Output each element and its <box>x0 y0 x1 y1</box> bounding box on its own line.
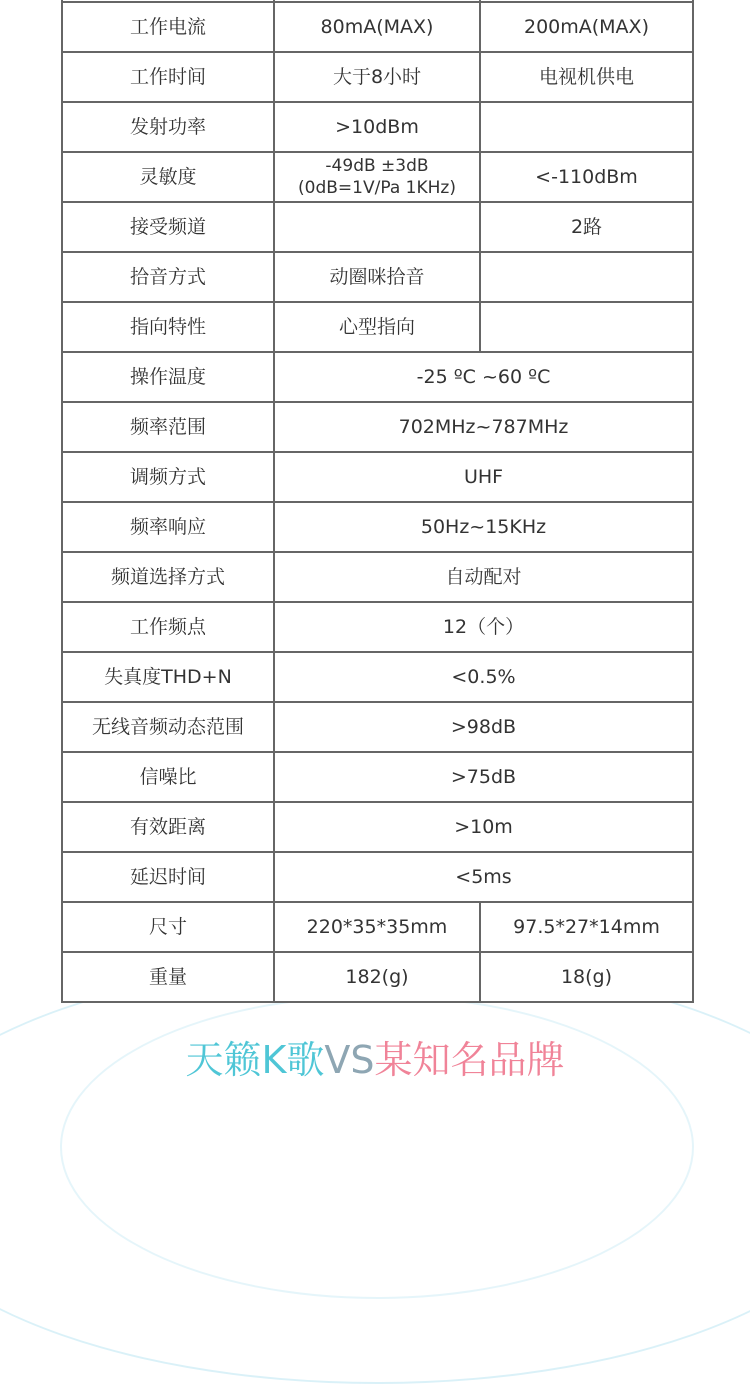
table-row <box>62 452 693 502</box>
table-row <box>62 802 693 852</box>
spec-value-receiver <box>480 302 693 352</box>
background-arc <box>0 960 750 1384</box>
spec-value-receiver: 2路 <box>480 202 693 252</box>
spec-value-mic: >10dBm <box>274 102 480 152</box>
spec-label: 灵敏度 <box>62 152 274 202</box>
spec-value-receiver: <-110dBm <box>480 152 693 202</box>
spec-value: <0.5% <box>274 652 693 702</box>
spec-table <box>61 0 694 1003</box>
spec-value-receiver <box>480 252 693 302</box>
vs-label: VS <box>324 1038 375 1082</box>
table-row <box>62 752 693 802</box>
spec-label: 发射功率 <box>62 102 274 152</box>
spec-value-mic <box>274 202 480 252</box>
table-row <box>62 352 693 402</box>
spec-label: 失真度THD+N <box>62 652 274 702</box>
table-row <box>62 402 693 452</box>
table-row <box>62 152 693 202</box>
spec-label: 信噪比 <box>62 752 274 802</box>
spec-value: >10m <box>274 802 693 852</box>
table-row <box>62 652 693 702</box>
table-row <box>62 852 693 902</box>
spec-label: 延迟时间 <box>62 852 274 902</box>
table-row <box>62 102 693 152</box>
spec-label: 指向特性 <box>62 302 274 352</box>
competitor-name: 某知名品牌 <box>374 1038 565 1082</box>
table-row <box>62 902 693 952</box>
spec-value-receiver: 97.5*27*14mm <box>480 902 693 952</box>
spec-label: 重量 <box>62 952 274 1002</box>
spec-value-mic: 动圈咪拾音 <box>274 252 480 302</box>
spec-value: 12（个） <box>274 602 693 652</box>
spec-value: -25 ºC ~60 ºC <box>274 352 693 402</box>
spec-label: 调频方式 <box>62 452 274 502</box>
spec-label: 有效距离 <box>62 802 274 852</box>
spec-value: 自动配对 <box>274 552 693 602</box>
spec-value-mic: 182(g) <box>274 952 480 1002</box>
spec-value-mic <box>274 152 480 202</box>
spec-value-mic: 80mA(MAX) <box>274 2 480 52</box>
table-row <box>62 952 693 1002</box>
spec-value: 50Hz~15KHz <box>274 502 693 552</box>
spec-value-mic: 心型指向 <box>274 302 480 352</box>
spec-value: UHF <box>274 452 693 502</box>
spec-value-receiver: 200mA(MAX) <box>480 2 693 52</box>
table-row <box>62 502 693 552</box>
spec-label: 工作时间 <box>62 52 274 102</box>
spec-value-receiver <box>480 102 693 152</box>
spec-label: 拾音方式 <box>62 252 274 302</box>
spec-label: 频率范围 <box>62 402 274 452</box>
sensitivity-line-2: (0dB=1V/Pa 1KHz) <box>298 178 456 198</box>
sensitivity-line-1: -49dB ±3dB <box>325 156 429 176</box>
spec-label: 工作电流 <box>62 2 274 52</box>
spec-label: 接受频道 <box>62 202 274 252</box>
spec-label: 工作频点 <box>62 602 274 652</box>
spec-label: 频率响应 <box>62 502 274 552</box>
brand-name: 天籁K歌 <box>185 1038 325 1082</box>
table-row <box>62 602 693 652</box>
spec-value: 702MHz~787MHz <box>274 402 693 452</box>
spec-value-receiver: 18(g) <box>480 952 693 1002</box>
table-row <box>62 302 693 352</box>
table-row <box>62 2 693 52</box>
spec-label: 尺寸 <box>62 902 274 952</box>
spec-value-mic: 220*35*35mm <box>274 902 480 952</box>
table-row <box>62 202 693 252</box>
spec-value: >75dB <box>274 752 693 802</box>
spec-label: 频道选择方式 <box>62 552 274 602</box>
spec-label: 无线音频动态范围 <box>62 702 274 752</box>
spec-value-mic: 大于8小时 <box>274 52 480 102</box>
comparison-title <box>0 1034 750 1086</box>
table-row <box>62 252 693 302</box>
spec-value: <5ms <box>274 852 693 902</box>
spec-value: >98dB <box>274 702 693 752</box>
spec-value-receiver: 电视机供电 <box>480 52 693 102</box>
table-row <box>62 552 693 602</box>
spec-label: 操作温度 <box>62 352 274 402</box>
table-row <box>62 52 693 102</box>
table-row <box>62 702 693 752</box>
